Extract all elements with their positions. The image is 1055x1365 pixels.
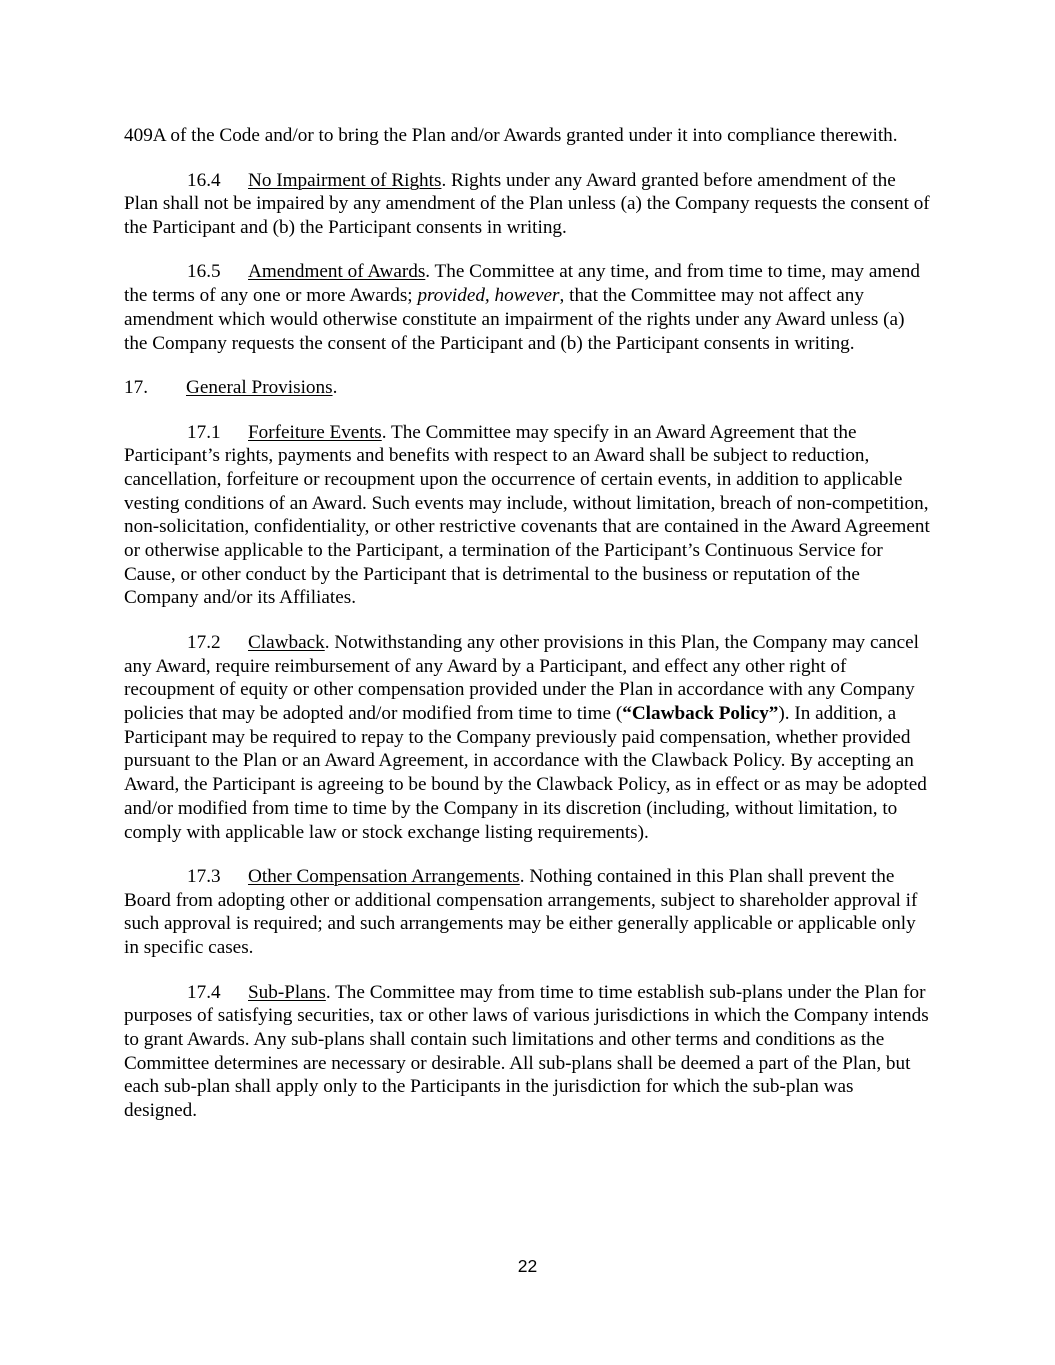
continuation-text: 409A of the Code and/or to bring the Plan and/or Awards granted under it into compliance therewith.: [124, 125, 898, 146]
section-17-2: [124, 631, 930, 844]
section-text: . Rights under any Award granted before amendment of the Plan shall not be impaired by any amendment of the Plan unless (a) the Company requests the consent of the Participant and (b) the Participant consents in writing.: [124, 169, 930, 238]
document-page: [124, 124, 930, 1144]
section-number: 17.4: [187, 981, 221, 1003]
section-number: 17.2: [187, 631, 221, 653]
section-number: 16.4: [187, 169, 221, 191]
section-17-heading: [124, 376, 930, 400]
continuation-paragraph: [124, 124, 930, 148]
section-number: 17.3: [187, 866, 221, 888]
section-text: . Nothing contained in this Plan shall prevent the Board from adopting other or additional compensation arrangements, subject to shareholder approval if such approval is required; and such arrangements may be either generally applicable or applicable only in specific cases.: [124, 866, 918, 959]
section-text: . The Committee may specify in an Award Agreement that the Participant’s rights, payments and benefits with respect to an Award shall be subject to reduction, cancellation, forfeiture or recoupment upon the occurrence of certain events, in addition to applicable vesting conditions of an Award. Such events may include, without limitation, breach of non-competition, non-solicitation, confidentiality, or other restrictive covenants that are contained in the Award Agreement or otherwise applicable to the Participant, a termination of the Participant’s Continuous Service for Cause, or other conduct by the Participant that is detrimental to the business or reputation of the Company and/or its Affiliates.: [124, 421, 930, 609]
section-17-3: [124, 865, 930, 960]
heading-period: .: [332, 377, 338, 399]
section-number: 17.: [124, 377, 148, 399]
section-title: Forfeiture Events: [248, 421, 382, 443]
section-16-4: [124, 169, 930, 240]
section-title: No Impairment of Rights: [248, 169, 442, 191]
section-text: . The Committee at any time, and from time to time, may amend the terms of any one or more Awards;: [124, 261, 920, 307]
section-text-continued: , that the Committee may not affect any amendment which would otherwise constitute an impairment of the rights under any Award unless (a) the Company requests the consent of the Participant and (b) the Participant consents in writing.: [124, 285, 905, 354]
page-number: 22: [517, 1256, 538, 1276]
section-title: General Provisions: [186, 377, 333, 399]
section-title: Sub-Plans: [248, 981, 326, 1003]
section-text: . The Committee may from time to time establish sub-plans under the Plan for purposes of satisfying securities, tax or other laws of various jurisdictions in which the Company intends to grant Awards. Any sub-plans shall contain such limitations and other terms and conditions as the Committee determines are necessary or desirable. All sub-plans shall be deemed a part of the Plan, but each sub-plan shall apply only to the Participants in the jurisdiction for which the sub-plan was designed.: [124, 981, 929, 1122]
section-number: 17.1: [187, 421, 221, 443]
italic-proviso: provided, however: [417, 285, 560, 307]
section-17-1: [124, 421, 930, 611]
section-title: Other Compensation Arrangements: [248, 866, 520, 888]
section-17-4: [124, 981, 930, 1123]
section-number: 16.5: [187, 261, 221, 283]
defined-term: “Clawback Policy”: [622, 703, 779, 725]
section-text-continued: ). In addition, a Participant may be required to repay to the Company previously paid compensation, whether provided pursuant to the Plan or an Award Agreement, in accordance with the Clawback Policy. By accepting an Award, the Participant is agreeing to be bound by the Clawback Policy, as in effect or as may be adopted and/or modified from time to time by the Company in its discretion (including, without limitation, to comply with applicable law or stock exchange listing requirements).: [124, 703, 927, 843]
section-16-5: [124, 260, 930, 355]
section-title: Amendment of Awards: [248, 261, 426, 283]
section-title: Clawback: [248, 631, 325, 653]
section-text: . Notwithstanding any other provisions in this Plan, the Company may cancel any Award, require reimbursement of any Award by a Participant, and effect any other right of recoupment of equity or other compensation provided under the Plan in accordance with any Company policies that may be adopted and/or modified from time to time (: [124, 631, 919, 725]
